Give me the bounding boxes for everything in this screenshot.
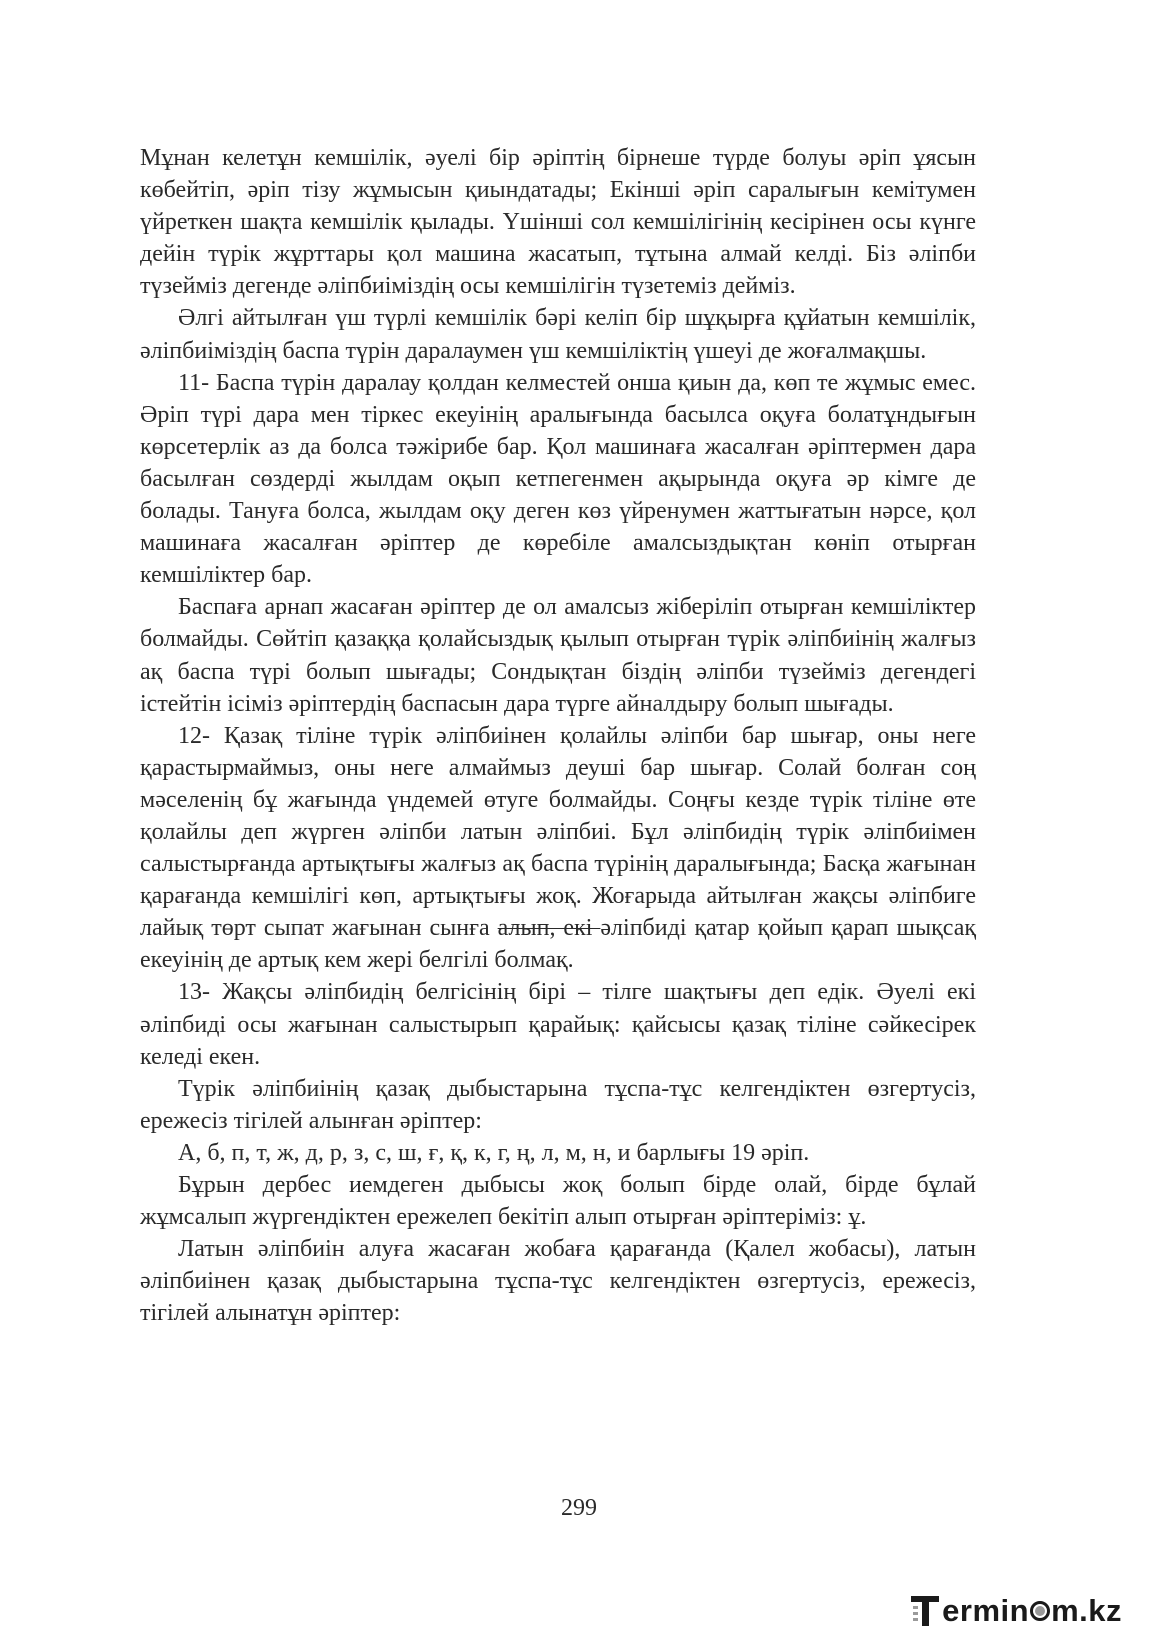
paragraph-text: әліпбиді қатар қойып қарап шықсақ екеуінің де артық кем жері белгілі болмақ. <box>140 915 977 974</box>
paragraph: Латын әліпбиін алуға жасаған жобаға қарағанда (Қалел жобасы), латын әліпбиінен қазақ дыбыстарына тұспа-тұс келгендіктен өзгертусіз, ережесіз, тігілей алынатұн әріптер: <box>140 1236 976 1327</box>
watermark-text: ermin <box>942 1593 1030 1628</box>
termincom-watermark-logo <box>911 1589 1122 1633</box>
paragraph: Мұнан келетұн кемшілік, әуелі бір әріптің бірнеше түрде болуы әріп ұясын көбейтіп, әріп тізу жұмысын қиындатады; Екінші әріп саралығын кемітумен үйреткен шақта кемшілік қылады. Үшінші сол кемшілігінің кесірінен осы күнге дейін түрік жұрттары қол машина жасатып, тұтына алмай келді. Біз әліпби түзейміз дегенде әліпбиіміздің осы кемшілігін түзетеміз дейміз. <box>140 145 976 300</box>
paragraph: Түрік әліпбиінің қазақ дыбыстарына тұспа-тұс келгендіктен өзгертусіз, ережесіз тігілей алынған әріптер: <box>140 1075 976 1134</box>
page-number: 299 <box>561 1495 597 1521</box>
paragraph-text: 12- Қазақ тіліне түрік әліпбиінен қолайлы әліпби бар шығар, оны неге қарастырмаймыз, оны неге алмаймыз деуші бар шығар. Солай болған соң мәселенің бұ жағында үндемей өтуге болмайды. Соңғы кезде түрік тіліне өте қолайлы деп жүрген әліпби латын әліпбиі. Бұл әліпбидің түрік әліпбиімен салыстырғанда артықтығы жалғыз ақ баспа түрінің даралығында; Басқа жағынан қарағанда кемшілігі көп, артықтығы жоқ. Жоғарыда айтылған жақсы әліпбиге лайық төрт сыпат жағынан сынға <box>140 722 976 942</box>
paragraph: Баспаға арнап жасаған әріптер де ол амалсыз жіберіліп отырған кемшіліктер болмайды. Сөйтіп қазаққа қолайсыздық қылып отырған түрік әліпбиінің жалғыз ақ баспа түрі болып шығады; Сондықтан біздің әліпби түзейміз дегендегі істейтін ісіміз әріптердің баспасын дара түрге айналдыру болып шығады. <box>140 594 976 717</box>
paragraph: Әлгі айтылған үш түрлі кемшілік бәрі келіп бір шұқырға құйатын кемшілік, әліпбиіміздің баспа түрін даралаумен үш кемшіліктің үшеуі де жоғалмақшы. <box>140 305 976 364</box>
t-logo-icon <box>911 1594 941 1628</box>
paragraph: Бұрын дербес иемдеген дыбысы жоқ болып бірде олай, бірде бұлай жұмсалып жүргендіктен ережелеп бекітіп алып отырған әріптеріміз: ұ. <box>140 1172 976 1231</box>
o-ring-icon <box>1030 1601 1050 1621</box>
paragraph: 13- Жақсы әліпбидің белгісінің бірі – тілге шақтығы деп едік. Әуелі екі әліпбиді осы жағынан салыстырып қарайық: қайсысы қазақ тіліне сәйкесірек келеді екен. <box>140 979 976 1070</box>
document-body <box>140 142 976 1329</box>
paragraph: 11- Баспа түрін даралау қолдан келместей онша қиын да, көп те жұмыс емес. Әріп түрі дара мен тіркес екеуінің аралығында басылса оқуға болатұндығын көрсетерлік аз да болса тәжірибе бар. Қол машинаға жасалған әріптермен дара басылған сөздерді жылдам оқып кетпегенмен ақырында оқуға әр кімге де болады. Тануға болса, жылдам оқу деген көз үйренумен жаттығатын нәрсе, қол машинаға жасалған әріптер де көребіле амалсыздықтан көніп отырған кемшіліктер бар. <box>140 369 976 589</box>
paragraph <box>140 720 976 977</box>
watermark-text: m.kz <box>1051 1593 1122 1628</box>
struck-text: алып, екі <box>497 915 601 942</box>
paragraph: А, б, п, т, ж, д, р, з, с, ш, ғ, қ, к, г, ң, л, м, н, и барлығы 19 әріп. <box>178 1139 810 1166</box>
